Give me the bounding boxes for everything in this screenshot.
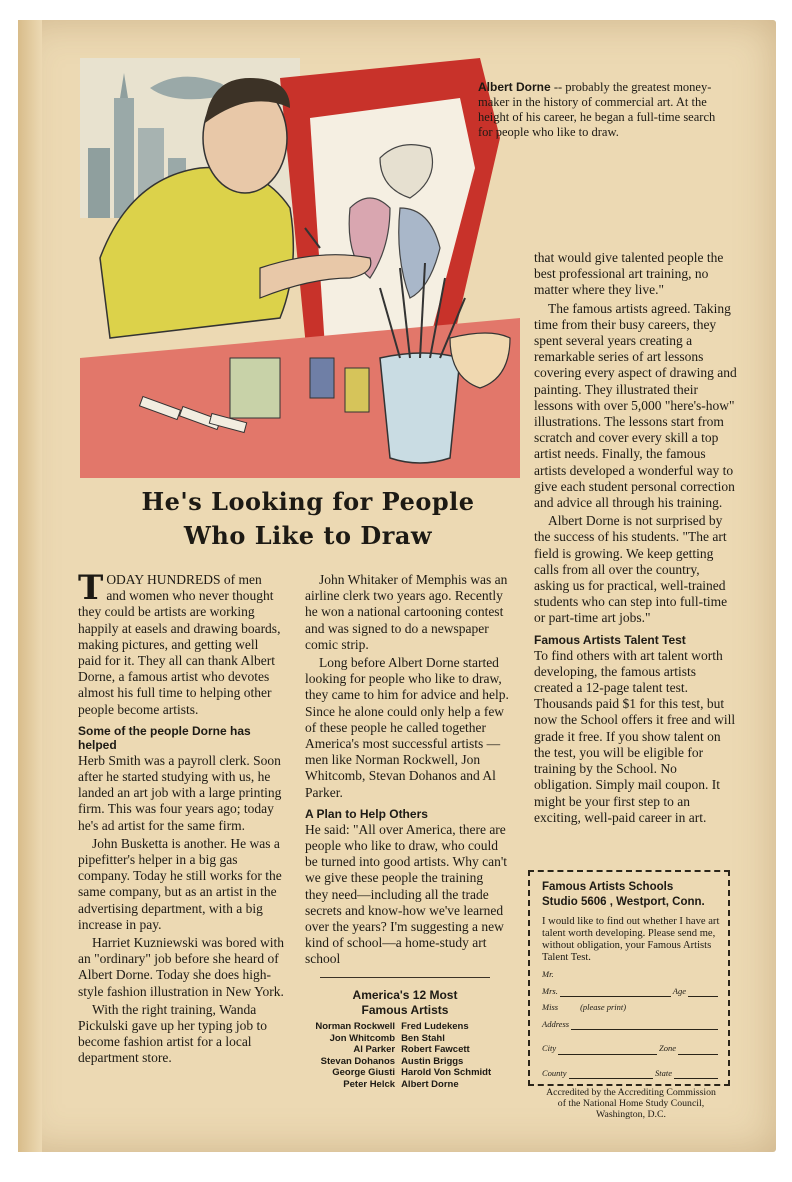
building [88, 148, 110, 218]
artist-name: Ben Stahl [401, 1032, 445, 1044]
divider-rule [320, 977, 490, 978]
artist-name: Austin Briggs [401, 1055, 464, 1067]
artists-title-line-1: America's 12 Most [352, 988, 458, 1002]
artist-name: Harold Von Schmidt [401, 1067, 492, 1079]
paragraph: Long before Albert Dorne started looking for people who like to draw, they came to him for advice and help. Since he alone could only help a few of these people he called together America's most successful artists —men like Norman Rockwell, Jon Whitcomb, Stevan Dohanos and Al Parker. [305, 655, 509, 800]
field-label: State [655, 1067, 672, 1078]
paragraph-text: of men and women who never thought they could be artists are working happily at easels and drawing boards, making pictures, and getting well paid for it. They all can thank Albert Dorne, a famous artist who devotes almost his full time to helping other people become artists. [78, 572, 281, 717]
field-label: Zone [659, 1043, 676, 1053]
list-item [300, 1044, 510, 1056]
page-edge-wear [18, 20, 42, 1152]
field-label: Address [542, 1018, 570, 1029]
zone-blank[interactable] [678, 1045, 718, 1055]
list-item [300, 1067, 510, 1079]
paragraph: The famous artists agreed. Taking time from their busy careers, they spent several years creating a remarkable series of art lessons covering every aspect of drawing and painting. They illustrated their lessons with over 5,000 "here's-how" illustrations. The lessons start from scratch and cover every skill a top artist needs. Finally, the famous artists developed a wonderful way to give each student personal correction and advice all through his training. [534, 300, 737, 511]
drop-cap: T [78, 568, 104, 608]
list-item [300, 1079, 510, 1091]
paragraph: that would give talented people the best professional art training, no matter where they live." [534, 250, 724, 298]
coupon-field-miss[interactable] [542, 1001, 720, 1014]
coupon-address: Studio 5606 , Westport, Conn. [542, 896, 705, 908]
subhead-plan: A Plan to Help Others [305, 806, 428, 821]
column-2 [305, 572, 509, 970]
artist-name: Albert Dorne [401, 1078, 459, 1090]
field-label: Miss [542, 1002, 559, 1012]
artist-name: Al Parker [353, 1044, 396, 1056]
mail-coupon[interactable] [528, 870, 730, 1120]
caption-text: -- probably the greatest money-maker in the history of commercial art. At the height of his career, he began a full-time search for people who like to draw. [478, 80, 716, 139]
paragraph: He said: "All over America, there are people who like to draw, who could be turned into good artists. Why can't we give these people the training they need—including all the trade secrets and know-how we've learned over the years? I'm suggesting a new kind of school—a home-study art school [305, 821, 508, 967]
caption-name: Albert Dorne [478, 80, 551, 94]
artist-name: Robert Fawcett [401, 1044, 470, 1056]
name-blank[interactable] [560, 987, 671, 997]
column-3 [534, 250, 738, 828]
artists-list-title [310, 988, 500, 1018]
brush-jar [380, 353, 460, 463]
subhead-talent-test: Famous Artists Talent Test [534, 632, 686, 647]
artists-title-line-2: Famous Artists [361, 1003, 449, 1017]
state-blank[interactable] [674, 1069, 718, 1079]
field-label: City [542, 1043, 557, 1053]
county-blank[interactable] [569, 1069, 653, 1079]
coupon-body: I would like to find out whether I have art talent worth developing. Please send me, without obligation, your Famous Artists Talent Test. [542, 916, 720, 963]
address-blank[interactable] [571, 1020, 718, 1030]
list-item [300, 1056, 510, 1068]
artist-name: Stevan Dohanos [320, 1055, 396, 1067]
paragraph: John Whitaker of Memphis was an airline clerk two years ago. Recently he won a national cartooning contest and was signed to do a newspaper comic strip. [305, 572, 508, 652]
building [114, 98, 134, 218]
paint-jar [345, 368, 369, 412]
artist-name: Norman Rockwell [315, 1021, 396, 1032]
subhead-helped: Some of the people Dorne has helped [78, 723, 251, 752]
paragraph: John Busketta is another. He was a pipefitter's helper in a big gas company. Today he still works for the same company, but as an artist in the advertising department, with a big increase in pay. [78, 835, 282, 932]
column-1 [78, 568, 284, 1069]
lead-in: ODAY HUNDREDS [106, 572, 221, 587]
coupon-field-city[interactable] [542, 1042, 720, 1055]
artists-list [300, 1021, 510, 1091]
artist-name: Peter Helck [343, 1078, 396, 1090]
coupon-field-address[interactable] [542, 1018, 720, 1031]
paragraph: With the right training, Wanda Pickulski gave up her typing job to become fashion artist for a local department store. [78, 1001, 267, 1066]
city-blank[interactable] [558, 1045, 657, 1055]
tape-rolls [230, 358, 280, 418]
paragraph: Herb Smith was a payroll clerk. Soon after he started studying with us, he landed an art job with a large printing firm. This was four years ago; today he's ad artist for the same firm. [78, 752, 282, 833]
coupon-school-name: Famous Artists Schools [542, 881, 674, 893]
field-label: County [542, 1067, 567, 1078]
accreditation-note: Accredited by the Accrediting Commission of the National Home Study Council, Washington, D.C. [546, 1087, 716, 1120]
coupon-field-county[interactable] [542, 1067, 720, 1080]
headline-line-1: He's Looking for People [141, 487, 475, 516]
coupon-header [542, 880, 720, 910]
field-label: Age [672, 985, 686, 996]
paragraph: Albert Dorne is not surprised by the success of his students. "The art field is growing. We keep getting calls from all over the country, asking us for practical, well-trained students who can step into full-time or part-time art jobs." [534, 513, 728, 626]
paragraph: To find others with art talent worth developing, the famous artists created a 12-page talent test. Thousands paid $1 for this test, but now the School offers it free and will grade it free. If you show talent on the test, you will be eligible for training by the School. No obligation. Simply mail coupon. It might be your first step to an exciting, well-paid career in art. [534, 647, 736, 825]
headline-line-2: Who Like to Draw [183, 521, 433, 550]
coupon-field-mrs[interactable] [542, 985, 720, 998]
photo-caption [478, 80, 728, 140]
list-item [300, 1021, 510, 1033]
headline [88, 485, 528, 553]
artist-illustration [80, 58, 520, 478]
artist-name: Jon Whitcomb [329, 1032, 396, 1044]
field-hint: (please print) [580, 1002, 627, 1012]
artist-name: Fred Ludekens [401, 1021, 469, 1032]
coupon-field-mr[interactable] [542, 968, 720, 981]
intro-paragraph [78, 568, 284, 718]
paragraph: Harriet Kuzniewski was bored with an "ordinary" job before she heard of Albert Dorne. Today she does high-style fashion illustration in New York. [78, 935, 284, 999]
age-blank[interactable] [688, 987, 718, 997]
field-label: Mr. [542, 969, 554, 979]
list-item [300, 1033, 510, 1045]
field-label: Mrs. [542, 985, 558, 996]
artist-name: George Giusti [332, 1067, 396, 1079]
paint-jar [310, 358, 334, 398]
